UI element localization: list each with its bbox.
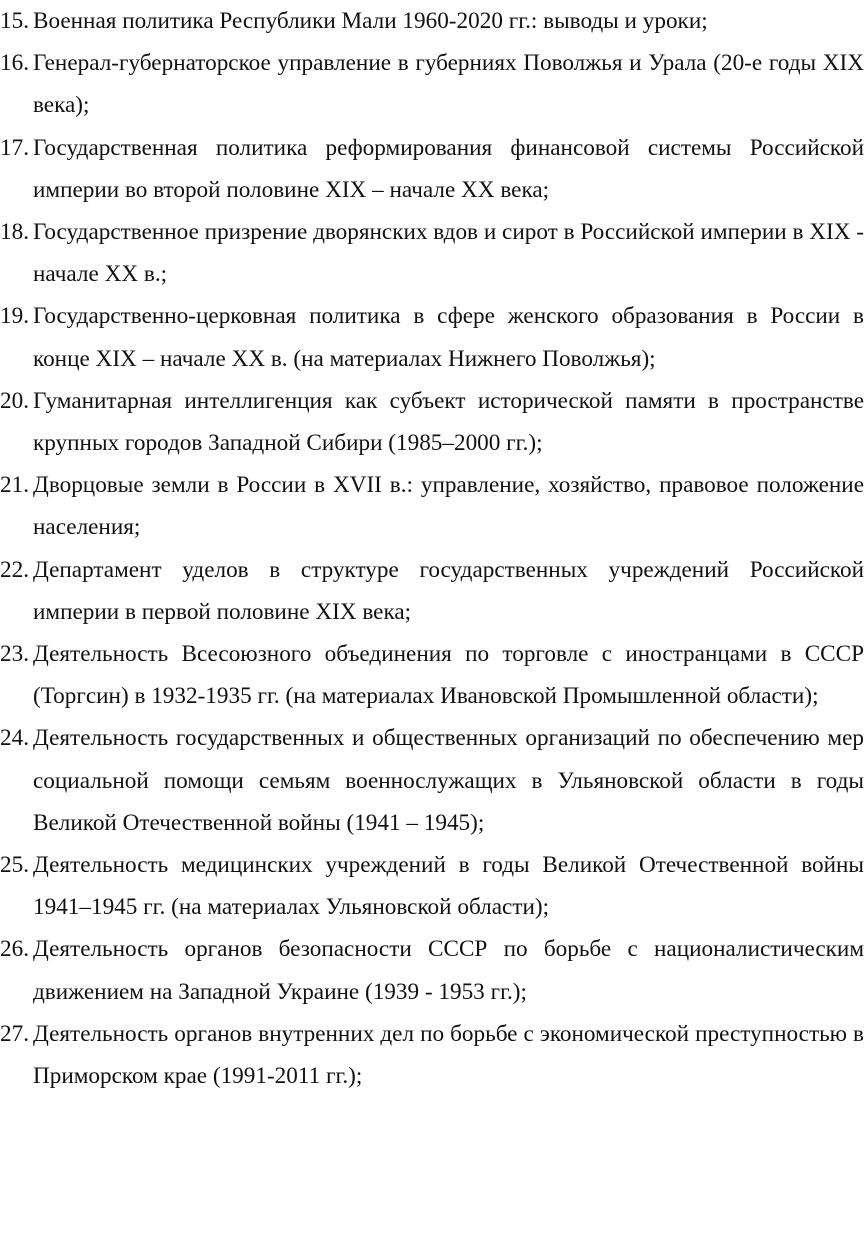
item-number: 26. [0, 936, 29, 963]
item-text: Деятельность Всесоюзного объединения по торговле с иностранцами в СССР (Торгсин) в 1932-1935 гг. (на материалах Ивановской Промышленной области); [33, 641, 864, 710]
item-number: 21. [0, 472, 29, 499]
item-text: Государственное призрение дворянских вдов и сирот в Российской империи в XIX - начале XX в.; [33, 219, 864, 288]
list-item [0, 0, 864, 42]
item-number: 18. [0, 219, 29, 246]
list-item [0, 844, 864, 928]
item-text: Деятельность государственных и общественных организаций по обеспечению мер социальной помощи семьям военнослужащих в Ульяновской области в годы Великой Отечественной войны (1941 – 1945); [33, 725, 864, 836]
item-number: 22. [0, 556, 29, 583]
item-text: Деятельность органов безопасности СССР по борьбе с националистическим движением на Западной Украине (1939 - 1953 гг.); [33, 936, 864, 1005]
item-text: Государственная политика реформирования финансовой системы Российской империи во второй половине XIX – начале XX века; [33, 134, 864, 203]
item-text: Государственно-церковная политика в сфере женского образования в России в конце XIX – начале XX в. (на материалах Нижнего Поволжья); [33, 303, 864, 372]
item-number: 15. [0, 8, 29, 34]
list-item [0, 928, 864, 1012]
list-item [0, 464, 864, 548]
list-item [0, 127, 864, 211]
item-text: Департамент уделов в структуре государственных учреждений Российской империи в первой половине XIX века; [33, 556, 864, 625]
list-item [0, 42, 864, 126]
item-number: 24. [0, 725, 29, 752]
item-number: 27. [0, 1020, 29, 1047]
item-number: 23. [0, 641, 29, 668]
item-number: 20. [0, 387, 29, 414]
item-number: 17. [0, 134, 29, 161]
item-text: Деятельность медицинских учреждений в годы Великой Отечественной войны 1941–1945 гг. (на материалах Ульяновской области); [33, 852, 864, 921]
item-text: Деятельность органов внутренних дел по борьбе с экономической преступностью в Приморском крае (1991-2011 гг.); [33, 1020, 864, 1090]
item-text: Военная политика Республики Мали 1960-2020 гг.: выводы и уроки; [33, 8, 708, 34]
item-number: 25. [0, 852, 29, 879]
list-item [0, 717, 864, 844]
item-text: Дворцовые земли в России в XVII в.: управление, хозяйство, правовое положение населения; [33, 472, 864, 541]
item-text: Гуманитарная интеллигенция как субъект исторической памяти в пространстве крупных городов Западной Сибири (1985–2000 гг.); [33, 387, 864, 457]
list-item [0, 549, 864, 633]
list-item [0, 380, 864, 464]
list-item [0, 633, 864, 717]
list-item [0, 1013, 864, 1097]
item-number: 16. [0, 50, 29, 77]
list-item [0, 211, 864, 295]
item-number: 19. [0, 303, 29, 330]
item-text: Генерал-губернаторское управление в губерниях Поволжья и Урала (20-е годы XIX века); [33, 50, 864, 119]
list-item [0, 295, 864, 379]
